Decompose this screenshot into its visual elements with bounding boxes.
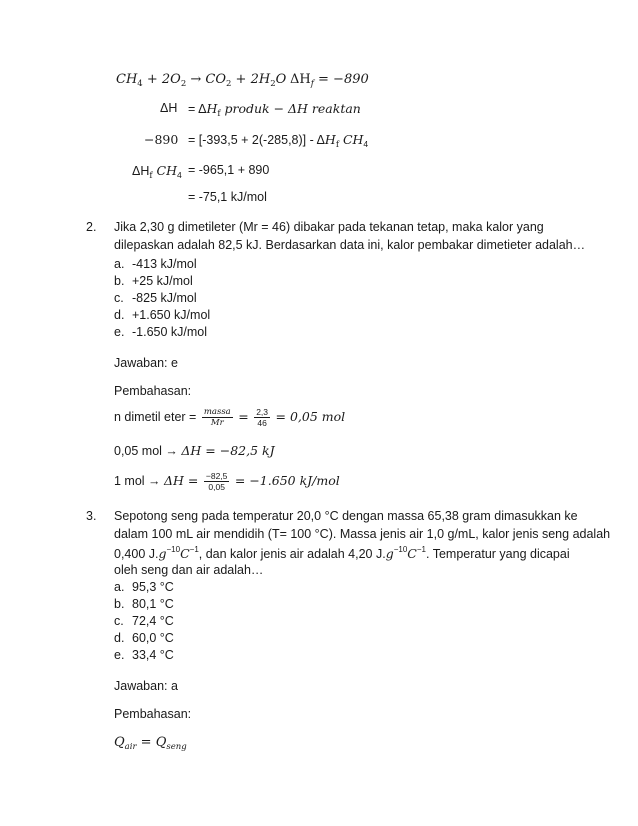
option-text: +1.650 kJ/mol [132, 308, 211, 322]
substitution-label: −890 [144, 132, 179, 147]
heat-balance-equation: $Q_{air} = Q_{seng}$ [114, 735, 187, 752]
discussion-heading: Pembahasan: [114, 384, 192, 398]
option-text: -413 kJ/mol [132, 257, 197, 271]
discussion-heading: Pembahasan: [114, 707, 192, 721]
option-letter: a. [114, 580, 125, 594]
option-letter: c. [114, 291, 124, 305]
hess-line-formula: = $\Delta H_f$ produk − ΔH reaktan [188, 101, 361, 119]
question-text: 0,400 $J.g^{-10}C^{-1}$, dan kalor jenis air adalah 4,20 $J.g^{-10}C^{-1}$. Temperatur yang dicapai [114, 545, 570, 561]
question-number: 3. [86, 509, 97, 523]
option-letter: d. [114, 631, 125, 645]
final-result: = -75,1 kJ/mol [188, 190, 267, 204]
result-formula: = -965,1 + 890 [188, 163, 270, 177]
option-letter: b. [114, 274, 125, 288]
option-letter: e. [114, 648, 125, 662]
option-letter: d. [114, 308, 125, 322]
reaction-enthalpy: $\Delta H_f = -890$ [290, 72, 369, 89]
answer-text: Jawaban: e [114, 356, 178, 370]
hess-line-label: ΔH [160, 101, 178, 115]
option-text: 33,4 °C [132, 648, 174, 662]
question-text: dalam 100 mL air mendidih (T= 100 °C). Massa jenis air 1,0 g/mL, kalor jenis seng adalah [114, 527, 611, 541]
question-text: Jika 2,30 g dimetileter (Mr = 46) dibakar pada tekanan tetap, maka kalor yang [114, 220, 544, 234]
option-text: 72,4 °C [132, 614, 174, 628]
substitution-formula: = $[-393,5 + 2(-285,8)] - \Delta H_f$ $CH_4$ [188, 132, 369, 150]
question-text: oleh seng dan air adalah… [114, 563, 264, 577]
enthalpy-per-mole: 1 mol → ΔH = $\frac{-82,5}{0,05}$ = −1.650 kJ/mol [114, 470, 340, 493]
enthalpy-per-sample: 0,05 mol → ΔH = −82,5 kJ [114, 443, 275, 458]
option-text: 80,1 °C [132, 597, 174, 611]
question-number: 2. [86, 220, 97, 234]
option-text: -825 kJ/mol [132, 291, 197, 305]
mole-calculation: n dimetil eter = $\frac{\text{massa}}{Mr}$ = $\frac{2,3}{46}$ = 0,05 mol [114, 406, 346, 429]
option-text: 60,0 °C [132, 631, 174, 645]
result-label: $\Delta H_f$ $CH_4$ [132, 163, 182, 181]
option-text: 95,3 °C [132, 580, 174, 594]
option-letter: e. [114, 325, 125, 339]
question-text: Sepotong seng pada temperatur 20,0 °C dengan massa 65,38 gram dimasukkan ke [114, 509, 578, 523]
question-text: dilepaskan adalah 82,5 kJ. Berdasarkan data ini, kalor pembakar dimetieter adalah… [114, 238, 586, 252]
reaction-equation: $CH_4 + 2O_2 \to CO_2 + 2H_2O$ [116, 72, 287, 89]
option-letter: b. [114, 597, 125, 611]
option-letter: c. [114, 614, 124, 628]
option-text: +25 kJ/mol [132, 274, 193, 288]
option-text: -1.650 kJ/mol [132, 325, 208, 339]
answer-text: Jawaban: a [114, 679, 178, 693]
option-letter: a. [114, 257, 125, 271]
